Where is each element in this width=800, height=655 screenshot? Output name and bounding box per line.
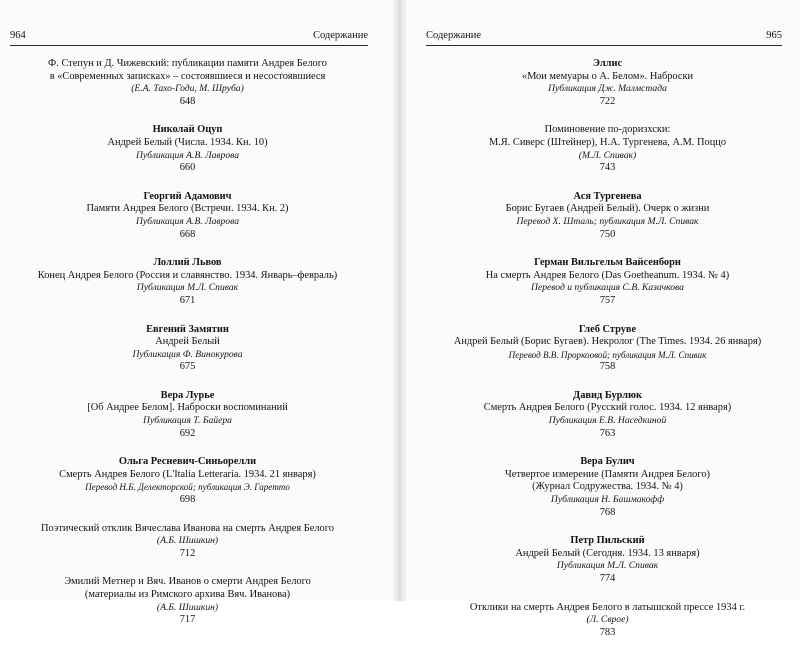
running-head-right xyxy=(426,30,782,41)
running-head-left xyxy=(10,30,368,41)
header-rule xyxy=(426,45,782,46)
entry-credit: Перевод Н.Б. Делекторской; публикация Э. Гаретто xyxy=(85,482,290,493)
entry-page-number: 712 xyxy=(179,547,196,559)
entry-title-line: (Журнал Содружества. 1934. № 4) xyxy=(532,481,683,493)
entry-credit: Публикация Ф. Винокурова xyxy=(132,348,243,360)
header-rule xyxy=(10,45,368,46)
entry-page-number: 668 xyxy=(179,228,196,240)
toc-entry[interactable] xyxy=(435,324,780,374)
entry-page-number: 692 xyxy=(179,427,196,439)
entry-title-line: На смерть Андрея Белого (Das Goetheanum. 1934. № 4) xyxy=(485,269,730,281)
toc-entry[interactable] xyxy=(435,456,780,519)
entry-author: Ася Тургенева xyxy=(573,190,642,202)
toc-list-right xyxy=(435,58,780,655)
entry-title-line: Андрей Белый xyxy=(155,336,220,348)
entry-title-line: М.Я. Сиверс (Штейнер), Н.А. Тургенева, А.М. Поццо xyxy=(488,136,727,148)
entry-credit: Публикация А.В. Лаврова xyxy=(135,149,240,161)
toc-entry[interactable] xyxy=(20,58,355,108)
toc-entry[interactable] xyxy=(20,390,355,440)
entry-page-number: 743 xyxy=(599,162,616,174)
entry-title-line: Четвертое измерение (Памяти Андрея Белого) xyxy=(505,468,710,480)
entry-author: Глеб Струве xyxy=(578,323,637,335)
entry-credit: Перевод и публикация С.В. Казачкова xyxy=(531,282,684,294)
toc-entry[interactable] xyxy=(435,535,780,585)
entry-title-line: «Мои мемуары о А. Белом». Наброски xyxy=(521,70,694,82)
entry-page-number: 660 xyxy=(179,162,196,174)
toc-entry[interactable] xyxy=(20,191,355,241)
entry-page-number: 671 xyxy=(179,294,196,306)
entry-page-number: 768 xyxy=(599,506,616,518)
entry-page-number: 774 xyxy=(599,573,616,584)
entry-title-line: Эмилий Метнер и Вяч. Иванов о смерти Андрея Белого xyxy=(64,576,311,588)
entry-credit: (А.Б. Шишкин) xyxy=(156,601,219,613)
entry-credit: Публикация М.Л. Спивак xyxy=(136,282,239,294)
entry-author: Ольга Ресневич-Синьорелли xyxy=(118,456,257,468)
entry-page-number: 783 xyxy=(599,626,616,638)
entry-title-line: Борис Бугаев (Андрей Белый). Очерк о жизни xyxy=(505,203,710,215)
entry-page-number: 757 xyxy=(599,294,616,306)
entry-credit: Публикация М.Л. Спивак xyxy=(556,560,659,572)
entry-title-line: Памяти Андрея Белого (Встречи. 1934. Кн. 2) xyxy=(86,203,289,215)
toc-list-left xyxy=(20,58,355,643)
entry-title-line: Андрей Белый (Сегодня. 1934. 13 января) xyxy=(515,547,700,559)
entry-page-number: 698 xyxy=(179,494,196,506)
entry-title-line: Отклики на смерть Андрея Белого в латышской прессе 1934 г. xyxy=(469,601,746,613)
entry-credit: Публикация Дж. Малмстада xyxy=(548,83,667,95)
entry-author: Лоллий Львов xyxy=(153,257,222,269)
entry-page-number: 675 xyxy=(179,361,196,373)
running-title: Содержание xyxy=(426,30,482,41)
entry-author: Вера Лурье xyxy=(160,389,215,401)
entry-author: Петр Пильский xyxy=(570,535,645,547)
entry-page-number: 758 xyxy=(599,361,616,373)
toc-entry[interactable] xyxy=(20,324,355,374)
toc-entry[interactable] xyxy=(20,456,355,506)
entry-page-number: 722 xyxy=(599,95,616,107)
toc-entry[interactable] xyxy=(20,124,355,174)
entry-credit: (А.Б. Шишкин) xyxy=(156,535,219,547)
entry-page-number: 717 xyxy=(179,614,196,626)
toc-entry[interactable] xyxy=(435,257,780,307)
entry-credit: Перевод В.В. Проркоовой; публикация М.Л. Спивак xyxy=(508,349,707,360)
entry-credit: Перевод Х. Шталь; публикация М.Л. Спивак xyxy=(516,215,699,227)
entry-author: Вера Булич xyxy=(580,456,635,468)
entry-author: Николай Оцуп xyxy=(152,124,223,136)
running-title: Содержание xyxy=(312,30,368,41)
entry-author: Герман Вильгельм Вайсенборн xyxy=(534,257,681,269)
entry-title-line: (материалы из Римского архива Вяч. Иванова) xyxy=(84,589,291,600)
entry-title-line: Смерть Андрея Белого (L'Italia Letteraria. 1934. 21 января) xyxy=(59,468,316,480)
entry-title-line: [Об Андрее Белом]. Наброски воспоминаний xyxy=(87,402,288,414)
entry-author: Евгений Замятин xyxy=(146,323,229,335)
entry-title-line: Андрей Белый (Борис Бугаев). Некролог (The Times. 1934. 26 января) xyxy=(453,336,762,348)
entry-title-line: Андрей Белый (Числа. 1934. Кн. 10) xyxy=(107,136,268,148)
entry-credit: (М.Л. Спивак) xyxy=(578,149,637,161)
right-page xyxy=(400,0,800,638)
toc-entry[interactable] xyxy=(20,257,355,307)
toc-entry[interactable] xyxy=(20,576,355,626)
toc-entry[interactable] xyxy=(435,390,780,440)
page-number: 964 xyxy=(10,30,26,41)
toc-entry[interactable] xyxy=(435,124,780,174)
entry-page-number: 763 xyxy=(599,427,616,439)
entry-author: Эллис xyxy=(592,58,623,69)
toc-entry[interactable] xyxy=(435,602,780,640)
entry-credit: Публикация Е.В. Наседкиной xyxy=(548,415,667,427)
entry-title-line: в «Современных записках» – состоявшиеся и несостоявшиеся xyxy=(49,70,326,82)
entry-title-line: Поэтический отклик Вячеслава Иванова на смерть Андрея Белого xyxy=(41,522,334,534)
entry-title-line: Поминовение по-доризхски: xyxy=(544,124,671,136)
toc-entry[interactable] xyxy=(20,523,355,561)
page-number: 965 xyxy=(766,30,782,41)
entry-credit: (Е.А. Тахо-Годи, М. Шруба) xyxy=(131,83,244,95)
entry-title-line: Конец Андрея Белого (Россия и славянство. 1934. Январь–февраль) xyxy=(37,269,338,281)
entry-credit: Публикация Н. Башмакофф xyxy=(550,494,665,506)
left-page xyxy=(0,0,400,626)
entry-title-line: Ф. Степун и Д. Чижевский: публикации памяти Андрея Белого xyxy=(48,58,327,69)
toc-entry[interactable] xyxy=(435,58,780,108)
entry-credit: Публикация А.В. Лаврова xyxy=(135,215,240,227)
entry-page-number: 648 xyxy=(179,95,196,107)
entry-author: Давид Бурлюк xyxy=(573,389,642,401)
entry-author: Георгий Адамович xyxy=(143,190,232,202)
entry-page-number: 750 xyxy=(599,228,616,240)
entry-credit: (Л. Сврое) xyxy=(586,614,629,626)
toc-entry[interactable] xyxy=(435,191,780,241)
entry-title-line: Смерть Андрея Белого (Русский голос. 1934. 12 января) xyxy=(483,402,732,414)
entry-credit: Публикация Т. Байера xyxy=(143,415,232,427)
